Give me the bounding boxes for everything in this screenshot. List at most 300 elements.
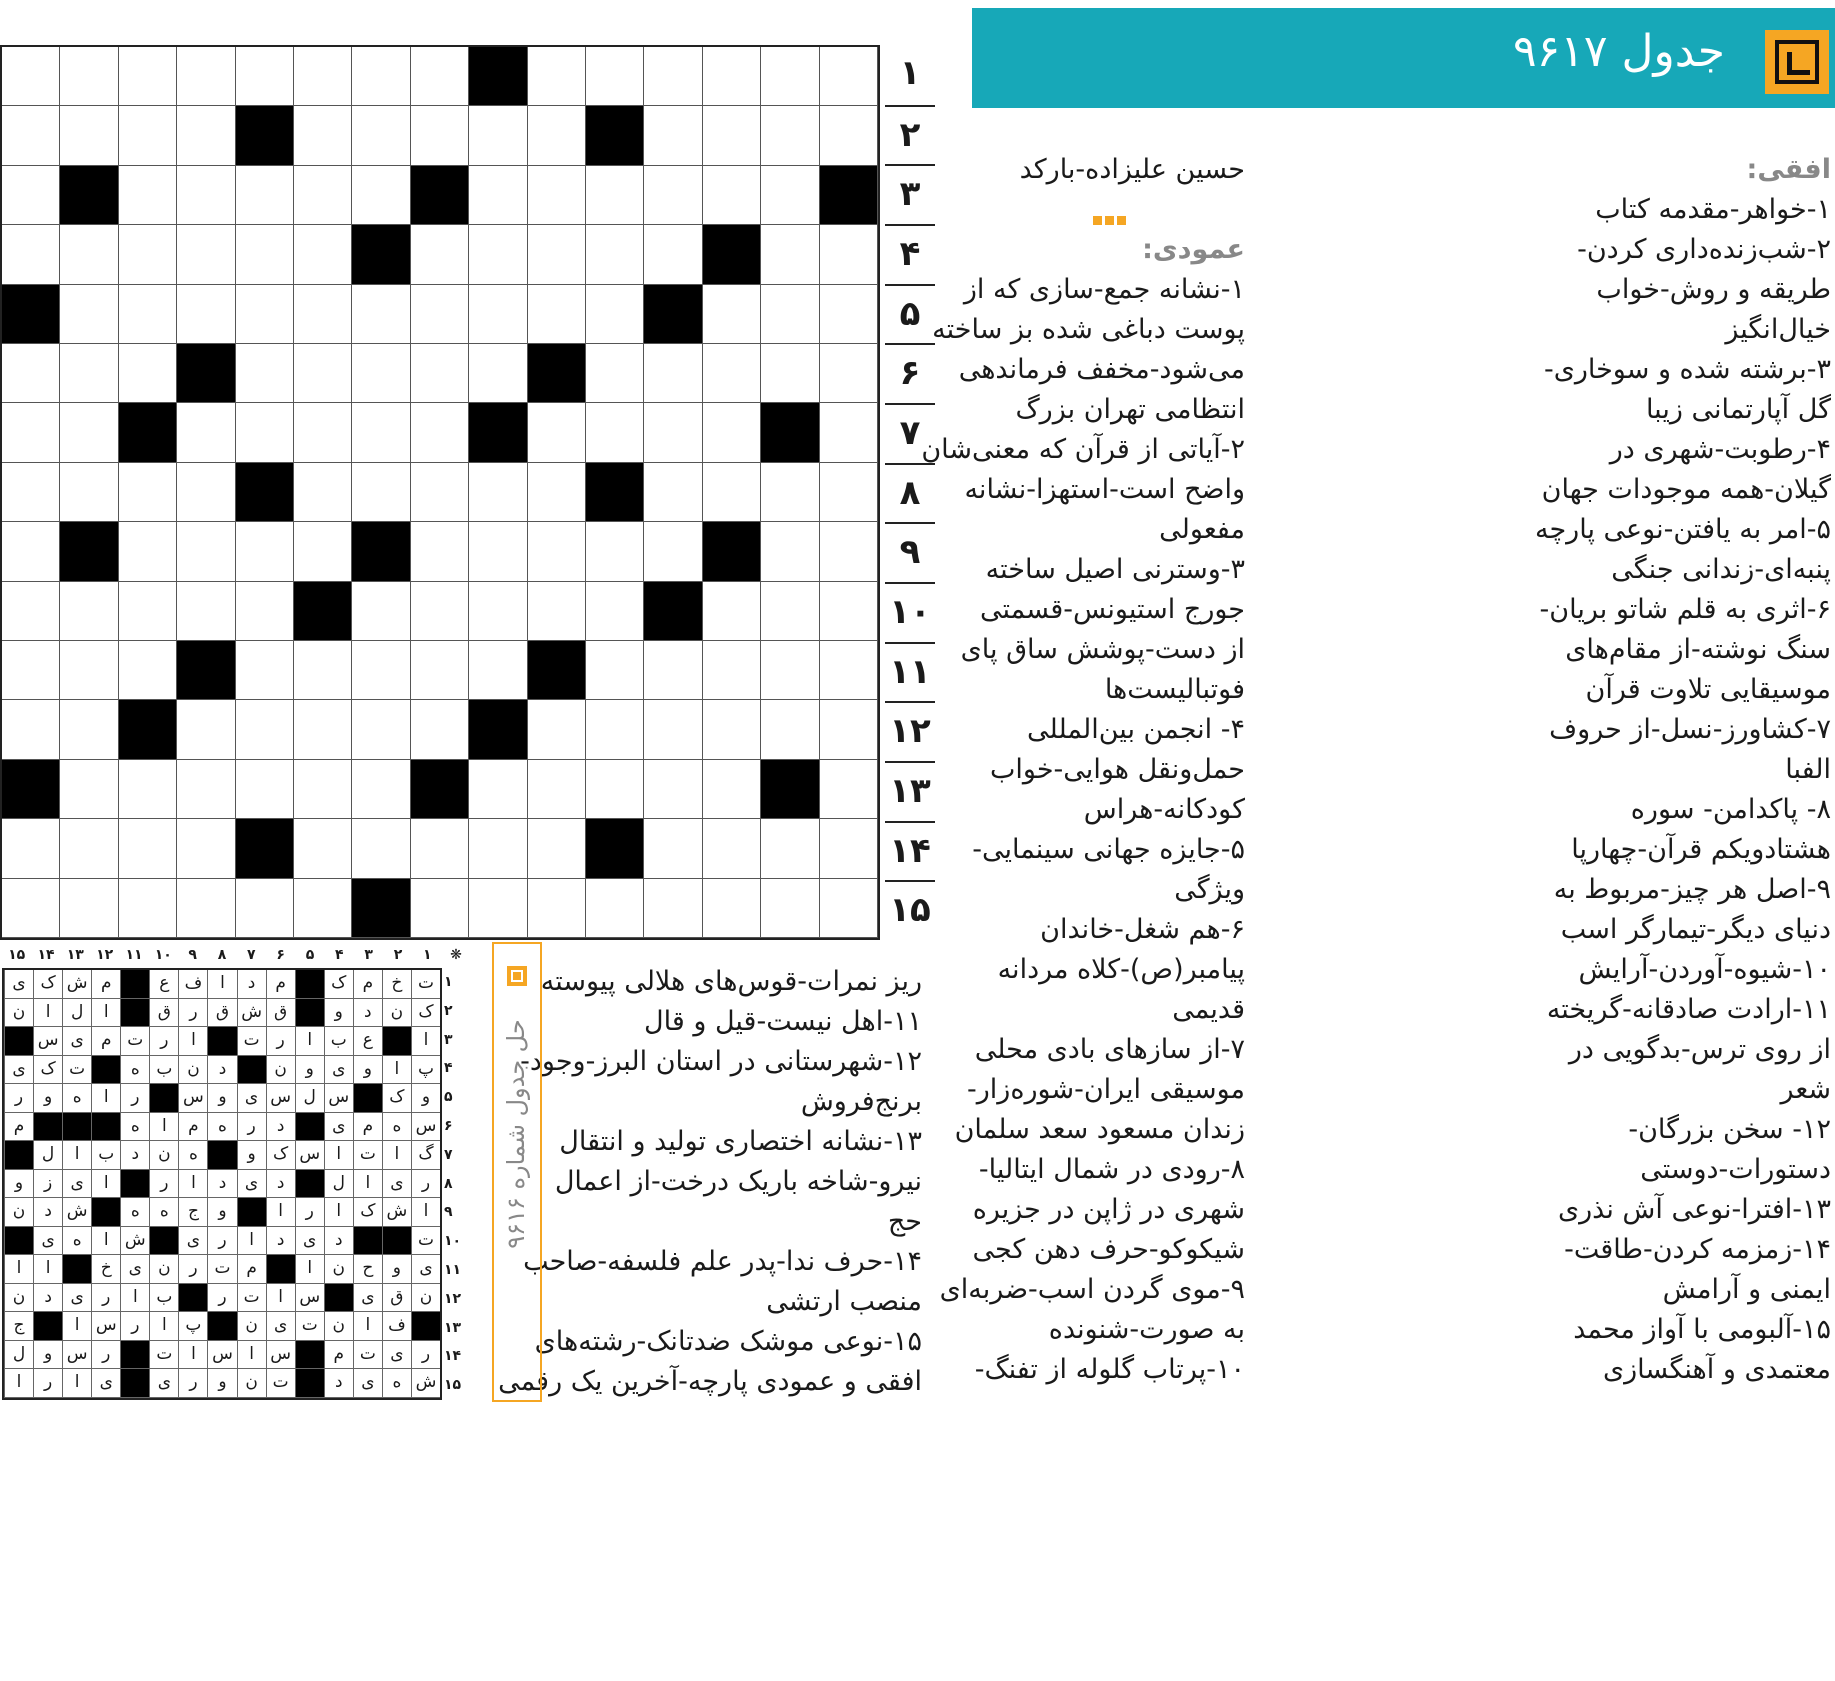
grid-cell[interactable] xyxy=(294,760,352,819)
black-cell xyxy=(119,700,177,759)
grid-cell[interactable] xyxy=(703,344,761,403)
solution-cell: ی xyxy=(295,1227,324,1256)
grid-cell[interactable] xyxy=(119,344,177,403)
clue-line: فوتبالیست‌ها xyxy=(1104,674,1245,705)
grid-cell[interactable] xyxy=(60,760,118,819)
grid-cell[interactable] xyxy=(703,463,761,522)
grid-cell[interactable] xyxy=(820,760,878,819)
grid-cell[interactable] xyxy=(60,700,118,759)
solution-cell: ی xyxy=(324,1056,353,1085)
grid-cell[interactable] xyxy=(2,344,60,403)
grid-cell[interactable] xyxy=(177,463,235,522)
grid-cell[interactable] xyxy=(236,285,294,344)
solution-cell: ا xyxy=(91,1227,120,1256)
solution-cell: ت xyxy=(120,1027,149,1056)
grid-cell[interactable] xyxy=(644,879,702,938)
solution-black-cell xyxy=(149,1084,178,1113)
solution-cell: س xyxy=(295,1284,324,1313)
grid-cell[interactable] xyxy=(703,819,761,878)
grid-cell[interactable] xyxy=(294,344,352,403)
solution-cell: و xyxy=(411,1084,440,1113)
solution-cell: ت xyxy=(207,1255,236,1284)
grid-cell[interactable] xyxy=(703,760,761,819)
grid-cell[interactable] xyxy=(294,463,352,522)
grid-cell[interactable] xyxy=(703,47,761,106)
grid-cell[interactable] xyxy=(2,403,60,462)
solution-cell: ی xyxy=(382,1341,411,1370)
solution-cell: د xyxy=(324,1227,353,1256)
row-number: ۴ xyxy=(885,224,935,284)
grid-cell[interactable] xyxy=(2,522,60,581)
solution-cell: ه xyxy=(207,1113,236,1142)
solution-row-number: ۱۵ xyxy=(444,1377,462,1394)
grid-cell[interactable] xyxy=(60,879,118,938)
grid-cell[interactable] xyxy=(2,641,60,700)
grid-cell[interactable] xyxy=(761,522,819,581)
solution-cell: ی xyxy=(62,1170,91,1199)
grid-cell[interactable] xyxy=(820,225,878,284)
grid-cell[interactable] xyxy=(528,582,586,641)
grid-cell[interactable] xyxy=(119,463,177,522)
grid-cell[interactable] xyxy=(469,106,527,165)
grid-cell[interactable] xyxy=(469,641,527,700)
grid-cell[interactable] xyxy=(586,344,644,403)
grid-cell[interactable] xyxy=(119,582,177,641)
grid-cell[interactable] xyxy=(820,819,878,878)
grid-cell[interactable] xyxy=(119,166,177,225)
solution-black-cell xyxy=(353,1227,382,1256)
grid-cell[interactable] xyxy=(352,463,410,522)
row-number: ۷ xyxy=(885,403,935,463)
solution-cell: م xyxy=(237,1255,266,1284)
grid-cell[interactable] xyxy=(294,819,352,878)
grid-cell[interactable] xyxy=(411,344,469,403)
grid-cell[interactable] xyxy=(703,641,761,700)
solution-row-number: ۹ xyxy=(444,1204,453,1221)
solution-column-number: ۱۵ xyxy=(8,947,26,963)
grid-cell[interactable] xyxy=(119,285,177,344)
grid-cell[interactable] xyxy=(2,106,60,165)
grid-cell[interactable] xyxy=(352,166,410,225)
solution-cell: ر xyxy=(295,1198,324,1227)
solution-black-cell xyxy=(120,1341,149,1370)
grid-cell[interactable] xyxy=(761,344,819,403)
grid-cell[interactable] xyxy=(2,463,60,522)
grid-cell[interactable] xyxy=(528,522,586,581)
black-cell xyxy=(60,522,118,581)
grid-cell[interactable] xyxy=(761,285,819,344)
solution-cell: س xyxy=(62,1341,91,1370)
grid-cell[interactable] xyxy=(820,285,878,344)
solution-cell: ا xyxy=(91,1170,120,1199)
grid-cell[interactable] xyxy=(411,47,469,106)
clue-line: موسیقایی تلاوت قرآن xyxy=(1585,674,1831,705)
grid-cell[interactable] xyxy=(294,225,352,284)
grid-cell[interactable] xyxy=(352,344,410,403)
grid-cell[interactable] xyxy=(469,285,527,344)
grid-cell[interactable] xyxy=(2,225,60,284)
clue-line: ۹-موی گردن اسب-ضربه‌ای xyxy=(939,1274,1245,1305)
grid-cell[interactable] xyxy=(586,403,644,462)
solution-cell: ش xyxy=(120,1227,149,1256)
solution-black-cell xyxy=(295,1170,324,1199)
grid-cell[interactable] xyxy=(703,106,761,165)
grid-cell[interactable] xyxy=(352,403,410,462)
grid-cell[interactable] xyxy=(761,641,819,700)
grid-cell[interactable] xyxy=(644,641,702,700)
grid-cell[interactable] xyxy=(60,641,118,700)
grid-cell[interactable] xyxy=(60,463,118,522)
solution-row-number: ۲ xyxy=(444,1002,453,1019)
grid-cell[interactable] xyxy=(469,225,527,284)
grid-cell[interactable] xyxy=(411,225,469,284)
grid-cell[interactable] xyxy=(411,522,469,581)
grid-cell[interactable] xyxy=(703,582,761,641)
solution-cell: د xyxy=(207,1170,236,1199)
grid-cell[interactable] xyxy=(411,819,469,878)
grid-cell[interactable] xyxy=(119,225,177,284)
solution-cell: و xyxy=(207,1369,236,1398)
solution-cell: ا xyxy=(353,1312,382,1341)
solution-cell: ر xyxy=(411,1170,440,1199)
row-number: ۹ xyxy=(885,522,935,582)
row-number: ۶ xyxy=(885,343,935,403)
grid-cell[interactable] xyxy=(119,819,177,878)
grid-cell[interactable] xyxy=(586,582,644,641)
grid-cell[interactable] xyxy=(352,106,410,165)
grid-cell[interactable] xyxy=(119,641,177,700)
grid-cell[interactable] xyxy=(761,225,819,284)
grid-cell[interactable] xyxy=(820,344,878,403)
grid-cell[interactable] xyxy=(469,760,527,819)
solution-cell: ر xyxy=(33,1369,62,1398)
grid-cell[interactable] xyxy=(528,106,586,165)
grid-cell[interactable] xyxy=(294,700,352,759)
grid-cell[interactable] xyxy=(528,403,586,462)
grid-cell[interactable] xyxy=(761,463,819,522)
grid-cell[interactable] xyxy=(703,403,761,462)
grid-cell[interactable] xyxy=(294,641,352,700)
solution-cell: ت xyxy=(411,1227,440,1256)
solution-cell: ی xyxy=(353,1284,382,1313)
grid-cell[interactable] xyxy=(177,819,235,878)
grid-cell[interactable] xyxy=(586,225,644,284)
grid-cell[interactable] xyxy=(761,582,819,641)
grid-cell[interactable] xyxy=(60,403,118,462)
grid-cell[interactable] xyxy=(411,463,469,522)
solution-row-number: ۴ xyxy=(444,1060,453,1077)
grid-cell[interactable] xyxy=(177,760,235,819)
solution-cell: و xyxy=(207,1198,236,1227)
solution-column-number: ۱۰ xyxy=(154,947,172,963)
crossword-grid[interactable] xyxy=(0,45,880,940)
solution-black-cell xyxy=(4,1227,33,1256)
grid-cell[interactable] xyxy=(586,641,644,700)
grid-cell[interactable] xyxy=(469,819,527,878)
black-cell xyxy=(236,463,294,522)
grid-cell[interactable] xyxy=(60,344,118,403)
grid-cell[interactable] xyxy=(644,819,702,878)
solution-cell: ن xyxy=(149,1141,178,1170)
grid-cell[interactable] xyxy=(411,879,469,938)
grid-cell[interactable] xyxy=(469,522,527,581)
grid-cell[interactable] xyxy=(528,47,586,106)
grid-cell[interactable] xyxy=(352,641,410,700)
grid-cell[interactable] xyxy=(119,760,177,819)
grid-cell[interactable] xyxy=(119,106,177,165)
grid-cell[interactable] xyxy=(60,582,118,641)
grid-cell[interactable] xyxy=(761,700,819,759)
solution-cell: ن xyxy=(324,1312,353,1341)
grid-cell[interactable] xyxy=(352,285,410,344)
grid-cell[interactable] xyxy=(294,106,352,165)
grid-cell[interactable] xyxy=(644,700,702,759)
solution-cell: و xyxy=(324,999,353,1028)
grid-cell[interactable] xyxy=(60,285,118,344)
solution-cell: د xyxy=(33,1284,62,1313)
grid-cell[interactable] xyxy=(236,522,294,581)
grid-cell[interactable] xyxy=(528,700,586,759)
clue-line: منصب ارتشی xyxy=(766,1286,922,1317)
black-cell xyxy=(761,403,819,462)
grid-cell[interactable] xyxy=(2,166,60,225)
solution-cell: ا xyxy=(91,1084,120,1113)
black-cell xyxy=(644,285,702,344)
grid-cell[interactable] xyxy=(294,522,352,581)
solution-cell: د xyxy=(237,970,266,999)
grid-cell[interactable] xyxy=(644,225,702,284)
grid-cell[interactable] xyxy=(352,700,410,759)
black-cell xyxy=(820,166,878,225)
solution-cell: ه xyxy=(382,1369,411,1398)
grid-cell[interactable] xyxy=(2,879,60,938)
clue-line: خیال‌انگیز xyxy=(1725,314,1831,345)
grid-cell[interactable] xyxy=(60,225,118,284)
grid-cell[interactable] xyxy=(761,106,819,165)
horizontal-heading: افقی: xyxy=(1746,154,1831,185)
grid-cell[interactable] xyxy=(236,403,294,462)
grid-cell[interactable] xyxy=(820,700,878,759)
clue-line: برنج‌فروش xyxy=(800,1086,922,1117)
grid-cell[interactable] xyxy=(177,106,235,165)
solution-black-cell xyxy=(62,1113,91,1142)
grid-cell[interactable] xyxy=(761,819,819,878)
grid-cell[interactable] xyxy=(236,47,294,106)
grid-cell[interactable] xyxy=(761,879,819,938)
clue-line: ریز نمرات-قوس‌های هلالی پیوسته xyxy=(540,966,922,997)
grid-cell[interactable] xyxy=(820,582,878,641)
grid-cell[interactable] xyxy=(528,879,586,938)
solution-black-cell xyxy=(33,1113,62,1142)
grid-cell[interactable] xyxy=(294,47,352,106)
grid-cell[interactable] xyxy=(236,760,294,819)
grid-cell[interactable] xyxy=(820,879,878,938)
black-cell xyxy=(411,166,469,225)
solution-cell: و xyxy=(33,1341,62,1370)
solution-cell: ن xyxy=(411,1284,440,1313)
solution-cell: ت xyxy=(353,1341,382,1370)
solution-cell: د xyxy=(33,1198,62,1227)
black-cell xyxy=(469,47,527,106)
grid-cell[interactable] xyxy=(644,522,702,581)
solution-cell: ک xyxy=(33,970,62,999)
grid-cell[interactable] xyxy=(294,403,352,462)
grid-cell[interactable] xyxy=(352,47,410,106)
solution-column-number: ۳ xyxy=(364,947,373,963)
solution-cell: ا xyxy=(237,1341,266,1370)
clue-line: دستورات-دوستی xyxy=(1640,1154,1831,1185)
grid-cell[interactable] xyxy=(236,582,294,641)
grid-cell[interactable] xyxy=(236,879,294,938)
grid-cell[interactable] xyxy=(528,285,586,344)
grid-cell[interactable] xyxy=(586,285,644,344)
grid-cell[interactable] xyxy=(119,47,177,106)
grid-cell[interactable] xyxy=(2,700,60,759)
grid-cell[interactable] xyxy=(644,344,702,403)
solution-cell: ا xyxy=(411,1027,440,1056)
grid-cell[interactable] xyxy=(586,47,644,106)
grid-cell[interactable] xyxy=(469,582,527,641)
grid-cell[interactable] xyxy=(469,463,527,522)
grid-cell[interactable] xyxy=(644,166,702,225)
grid-cell[interactable] xyxy=(177,47,235,106)
grid-cell[interactable] xyxy=(703,700,761,759)
grid-cell[interactable] xyxy=(644,760,702,819)
clue-line: ۱۳-افترا-نوعی آش نذری xyxy=(1557,1194,1831,1225)
solution-black-cell xyxy=(91,1198,120,1227)
decorative-squares-icon xyxy=(1090,210,1126,229)
grid-cell[interactable] xyxy=(60,106,118,165)
solution-cell: ق xyxy=(149,999,178,1028)
grid-cell[interactable] xyxy=(60,47,118,106)
solution-cell: ه xyxy=(382,1113,411,1142)
solution-cell: ج xyxy=(4,1312,33,1341)
grid-cell[interactable] xyxy=(528,166,586,225)
grid-cell[interactable] xyxy=(60,819,118,878)
grid-cell[interactable] xyxy=(644,47,702,106)
grid-cell[interactable] xyxy=(177,285,235,344)
grid-cell[interactable] xyxy=(119,879,177,938)
grid-cell[interactable] xyxy=(644,403,702,462)
row-number: ۱۴ xyxy=(885,821,935,881)
grid-cell[interactable] xyxy=(294,166,352,225)
clue-line: ۱۲- سخن بزرگان- xyxy=(1628,1114,1831,1145)
grid-cell[interactable] xyxy=(820,47,878,106)
black-cell xyxy=(469,403,527,462)
grid-cell[interactable] xyxy=(177,166,235,225)
grid-cell[interactable] xyxy=(820,641,878,700)
clue-line: ۴- انجمن بین‌المللی xyxy=(1027,714,1245,745)
grid-cell[interactable] xyxy=(761,47,819,106)
grid-cell[interactable] xyxy=(761,166,819,225)
solution-cell: ق xyxy=(382,1284,411,1313)
grid-cell[interactable] xyxy=(236,700,294,759)
grid-cell[interactable] xyxy=(177,700,235,759)
grid-cell[interactable] xyxy=(2,582,60,641)
solution-cell: ک xyxy=(411,999,440,1028)
solution-black-cell xyxy=(324,1284,353,1313)
solution-cell: ی xyxy=(382,1170,411,1199)
solution-cell: س xyxy=(178,1084,207,1113)
grid-cell[interactable] xyxy=(528,819,586,878)
grid-cell[interactable] xyxy=(411,403,469,462)
clue-line: حج xyxy=(887,1206,922,1237)
grid-cell[interactable] xyxy=(294,879,352,938)
grid-cell[interactable] xyxy=(820,522,878,581)
grid-cell[interactable] xyxy=(644,106,702,165)
grid-cell[interactable] xyxy=(820,106,878,165)
grid-cell[interactable] xyxy=(236,641,294,700)
solution-cell: و xyxy=(237,1141,266,1170)
grid-cell[interactable] xyxy=(236,344,294,403)
grid-cell[interactable] xyxy=(469,166,527,225)
grid-cell[interactable] xyxy=(820,463,878,522)
grid-cell[interactable] xyxy=(644,463,702,522)
grid-cell[interactable] xyxy=(177,225,235,284)
grid-cell[interactable] xyxy=(294,285,352,344)
solution-cell: ی xyxy=(149,1369,178,1398)
grid-cell[interactable] xyxy=(119,522,177,581)
solution-cell: ی xyxy=(4,970,33,999)
grid-cell[interactable] xyxy=(586,522,644,581)
grid-cell[interactable] xyxy=(236,166,294,225)
black-cell xyxy=(236,106,294,165)
solution-black-cell xyxy=(295,1369,324,1398)
grid-cell[interactable] xyxy=(411,582,469,641)
grid-cell[interactable] xyxy=(528,225,586,284)
grid-cell[interactable] xyxy=(411,700,469,759)
solution-black-cell xyxy=(207,1027,236,1056)
grid-cell[interactable] xyxy=(352,819,410,878)
solution-cell: ی xyxy=(237,1084,266,1113)
clue-line: پنبه‌ای-زندانی جنگی xyxy=(1611,554,1831,585)
grid-cell[interactable] xyxy=(177,403,235,462)
grid-cell[interactable] xyxy=(469,879,527,938)
solution-cell: ل xyxy=(4,1341,33,1370)
grid-cell[interactable] xyxy=(586,879,644,938)
grid-cell[interactable] xyxy=(352,582,410,641)
clue-line: مفعولی xyxy=(1159,514,1245,545)
grid-cell[interactable] xyxy=(586,700,644,759)
solution-cell: خ xyxy=(382,970,411,999)
grid-cell[interactable] xyxy=(236,225,294,284)
grid-cell[interactable] xyxy=(177,582,235,641)
solution-section xyxy=(2,944,467,1402)
clue-line: سنگ نوشته-از مقام‌های xyxy=(1565,634,1831,665)
solution-cell: ر xyxy=(4,1084,33,1113)
grid-cell[interactable] xyxy=(352,760,410,819)
grid-cell[interactable] xyxy=(177,879,235,938)
clue-line: ۸- پاکدامن- سوره xyxy=(1630,794,1831,825)
grid-cell[interactable] xyxy=(820,403,878,462)
grid-cell[interactable] xyxy=(177,522,235,581)
grid-cell[interactable] xyxy=(2,47,60,106)
clue-line: واضح است-استهزا-نشانه xyxy=(964,474,1245,505)
grid-cell[interactable] xyxy=(411,641,469,700)
grid-cell[interactable] xyxy=(469,344,527,403)
grid-cell[interactable] xyxy=(528,760,586,819)
grid-cell[interactable] xyxy=(528,463,586,522)
grid-cell[interactable] xyxy=(586,760,644,819)
grid-cell[interactable] xyxy=(703,166,761,225)
grid-cell[interactable] xyxy=(703,879,761,938)
grid-cell[interactable] xyxy=(411,285,469,344)
grid-cell[interactable] xyxy=(411,106,469,165)
grid-cell[interactable] xyxy=(586,166,644,225)
solution-black-cell xyxy=(120,1369,149,1398)
grid-cell[interactable] xyxy=(703,285,761,344)
grid-cell[interactable] xyxy=(2,819,60,878)
